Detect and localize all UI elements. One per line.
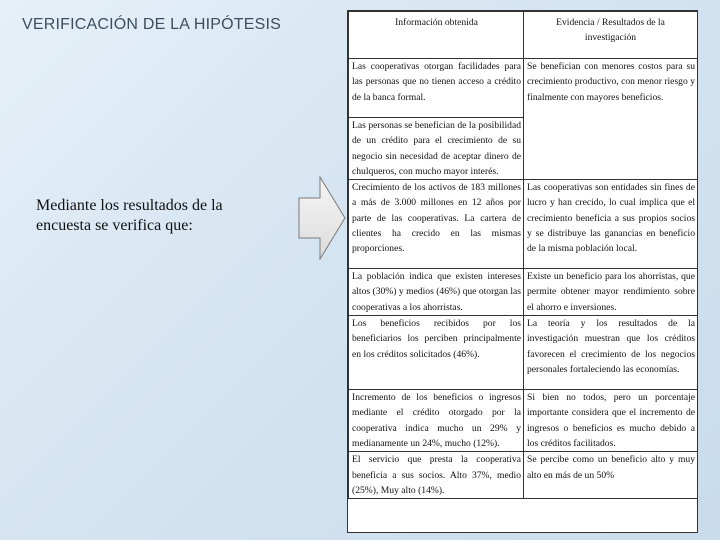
info-cell: La población indica que existen intereses altos (30%) y medios (46%) que otorgan las cooperativas a los ahorristas. [349,269,524,316]
table-row [349,269,698,316]
info-cell: Las cooperativas otorgan facilidades para las personas que no tienen acceso a crédito de la banca formal. [349,59,524,118]
table-row [349,180,698,269]
right-block-arrow-icon [298,176,346,260]
header-info: Información obtenida [349,12,524,59]
evidence-cell: Existe un beneficio para los ahorristas, que permite obtener mayor rendimiento sobre el ahorro e inversiones. [524,269,698,316]
info-cell: Los beneficios recibidos por los beneficiarios los perciben principalmente en los créditos solicitados (46%). [349,316,524,390]
slide-title: VERIFICACIÓN DE LA HIPÓTESIS [22,16,281,33]
table-row [349,452,698,499]
evidence-cell: Las cooperativas son entidades sin fines de lucro y han crecido, lo cual implica que el crecimiento beneficia a sus propios socios y se distribuye las ganancias en beneficio de la misma población local. [524,180,698,269]
evidence-cell: Si bien no todos, pero un porcentaje importante considera que el incremento de ingresos o beneficios es mucho debido a los créditos facilitados. [524,390,698,452]
table-row [349,390,698,452]
table-row [349,316,698,390]
evidence-cell: La teoría y los resultados de la investigación muestran que los créditos favorecen el crecimiento de los negocios personales fortaleciendo las economías. [524,316,698,390]
hypothesis-table [347,10,698,533]
verification-statement: Mediante los resultados de la encuesta se verifica que: [36,197,223,234]
info-cell: El servicio que presta la cooperativa beneficia a sus socios. Alto 37%, medio (25%), Muy alto (14%). [349,452,524,499]
info-cell: Incremento de los beneficios o ingresos mediante el crédito otorgado por la cooperativa indica mucho un 29% y medianamente un 24%, mucho (12%). [349,390,524,452]
info-cell: Las personas se benefician de la posibilidad de un crédito para el crecimiento de su negocio sin necesidad de aceptar dinero de chulqueros, con mucho mayor interés. [349,118,524,180]
table-row [349,59,698,118]
info-cell: Crecimiento de los activos de 183 millones a más de 3.000 millones en 12 años por parte de las cooperativas. La cartera de clientes ha crecido en las mismas proporciones. [349,180,524,269]
evidence-cell: Se percibe como un beneficio alto y muy alto en más de un 50% [524,452,698,499]
evidence-cell: Se benefician con menores costos para su crecimiento productivo, con menor riesgo y finalmente con mayores beneficios. [524,59,698,180]
table-header-row [349,12,698,59]
header-evidence: Evidencia / Resultados de la investigación [524,12,698,59]
